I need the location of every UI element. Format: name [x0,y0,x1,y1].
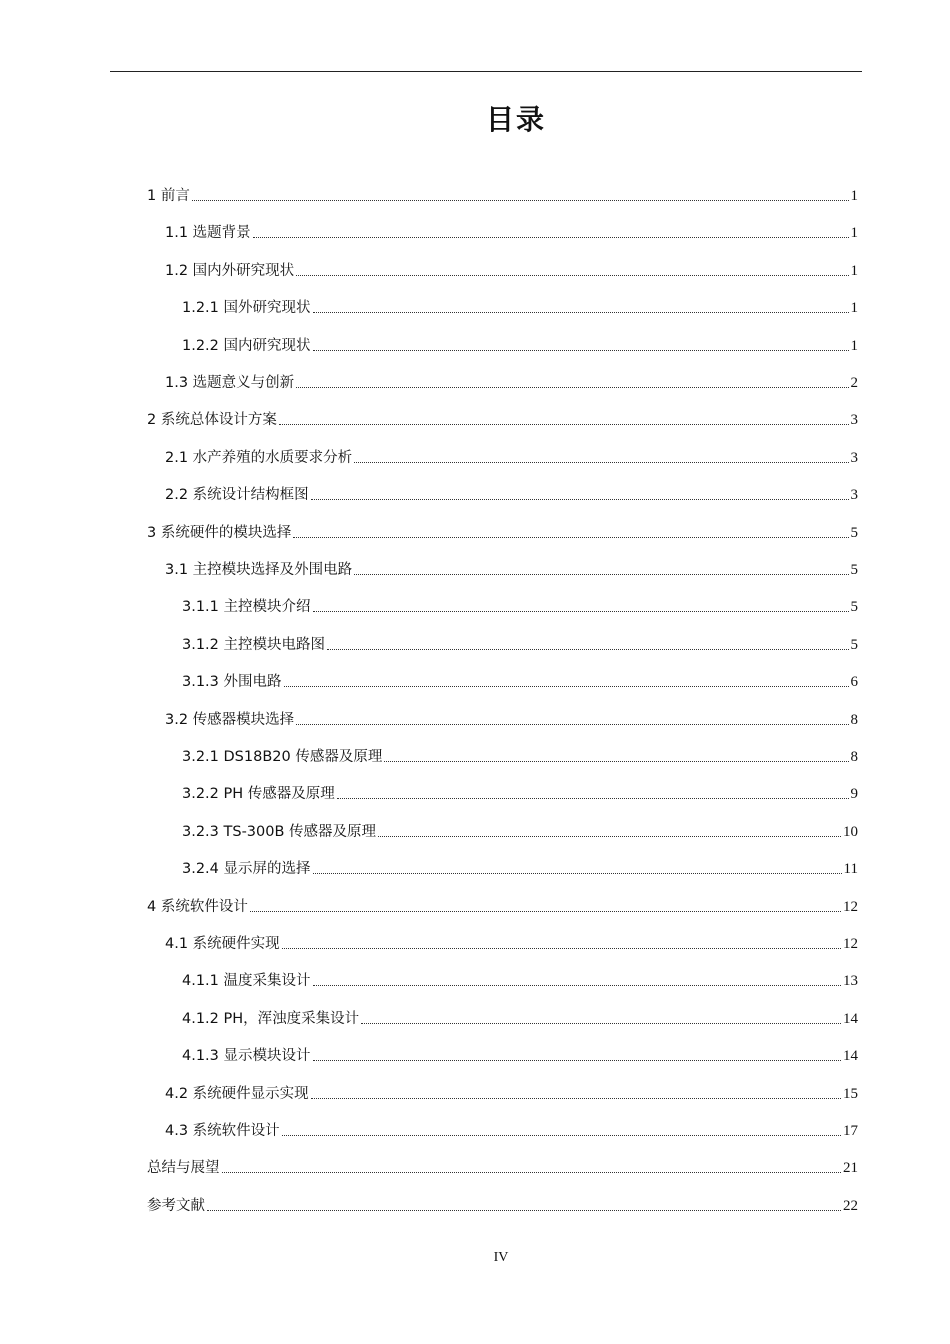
toc-entry-label: 3.2 传感器模块选择 [165,711,295,728]
toc-leader-dots [354,462,848,463]
toc-leader-dots [253,237,849,238]
toc-entry[interactable] [182,672,858,692]
toc-entry-page: 1 [850,225,858,242]
toc-entry-label: 1.2.1 国外研究现状 [182,300,311,317]
toc-leader-dots [327,649,848,650]
toc-entry-page: 12 [843,936,858,952]
toc-entry-label: 4.1 系统硬件实现 [165,936,280,952]
toc-leader-dots [296,275,848,276]
toc-leader-dots [311,1098,841,1099]
toc-entry-label: 总结与展望 [147,1160,220,1177]
toc-entry-label: 1.2 国内外研究现状 [165,262,295,279]
toc-entry[interactable] [147,897,858,917]
toc-entry-label: 4.3 系统软件设计 [165,1123,280,1139]
toc-entry-page: 5 [850,599,858,616]
toc-entry[interactable] [165,1084,858,1104]
toc-leader-dots [284,686,849,687]
toc-entry[interactable] [165,710,858,730]
toc-entry[interactable] [165,373,858,393]
toc-entry-page: 13 [843,973,858,990]
toc-leader-dots [222,1172,842,1173]
toc-entry-label: 1.3 选题意义与创新 [165,375,295,391]
toc-entry[interactable] [165,448,858,468]
toc-leader-dots [313,611,849,612]
toc-entry-page: 14 [843,1010,858,1027]
toc-entry[interactable] [182,747,858,767]
toc-leader-dots [296,724,848,725]
toc-entry[interactable] [165,934,858,954]
toc-entry[interactable] [182,597,858,617]
toc-entry[interactable] [182,859,858,879]
toc-leader-dots [384,761,848,762]
toc-entry-page: 8 [850,749,858,765]
toc-entry-label: 2 系统总体设计方案 [147,412,277,429]
toc-entry-page: 17 [843,1123,858,1139]
toc-entry[interactable] [165,560,858,580]
toc-entry[interactable] [165,485,858,505]
toc-leader-dots [282,948,841,949]
toc-entry-label: 1.1 选题背景 [165,225,251,242]
toc-entry-page: 5 [850,636,858,653]
toc-entry-page: 8 [850,711,858,728]
toc-entry-page: 3 [850,449,858,466]
toc-entry-label: 4 系统软件设计 [147,898,248,915]
toc-entry[interactable] [182,336,858,356]
toc-entry-page: 21 [843,1160,858,1177]
toc-entry-page: 1 [850,188,858,204]
toc-entry[interactable] [182,784,858,804]
toc-entry[interactable] [182,971,858,991]
toc-entry[interactable] [165,223,858,243]
toc-entry-page: 6 [850,674,858,691]
toc-entry-page: 5 [850,524,858,541]
header-rule [110,71,862,72]
toc-entry[interactable] [147,186,858,206]
toc-leader-dots [250,911,841,912]
toc-leader-dots [354,574,848,575]
toc-entry[interactable] [147,1196,858,1216]
toc-entry[interactable] [165,1121,858,1141]
toc-entry-page: 1 [850,262,858,279]
toc-entry-label: 3.2.4 显示屏的选择 [182,861,311,878]
toc-entry-page: 3 [850,412,858,429]
toc-leader-dots [378,836,841,837]
page-number-footer: IV [493,1250,509,1265]
toc-entry-label: 3.1.2 主控模块电路图 [182,636,326,653]
toc-leader-dots [293,537,848,538]
toc-entry-label: 3.1.3 外围电路 [182,674,282,691]
toc-entry-page: 5 [850,562,858,578]
toc-entry-label: 3.1 主控模块选择及外围电路 [165,562,353,578]
toc-entry-label: 1.2.2 国内研究现状 [182,337,311,354]
toc-entry[interactable] [147,1158,858,1178]
toc-entry-label: 3.2.3 TS-300B 传感器及原理 [182,823,377,840]
toc-entry[interactable] [182,1009,858,1029]
toc-entry-label: 3 系统硬件的模块选择 [147,524,292,541]
toc-entry-page: 10 [843,823,858,840]
toc-leader-dots [296,387,848,388]
toc-entry-page: 15 [843,1085,858,1102]
toc-entry[interactable] [147,523,858,543]
toc-entry[interactable] [147,410,858,430]
toc-entry-page: 1 [850,300,858,317]
toc-leader-dots [313,1060,841,1061]
toc-entry-label: 4.1.2 PH，浑浊度采集设计 [182,1010,360,1027]
toc-entry[interactable] [165,261,858,281]
toc-entry-page: 9 [850,786,858,803]
toc-leader-dots [279,424,849,425]
toc-entry-label: 4.1.1 温度采集设计 [182,973,311,990]
toc-leader-dots [313,985,841,986]
toc-entry-label: 4.1.3 显示模块设计 [182,1048,311,1065]
toc-entry[interactable] [182,1046,858,1066]
toc-leader-dots [192,200,849,201]
toc-entry-label: 2.2 系统设计结构框图 [165,487,309,504]
toc-leader-dots [337,798,849,799]
toc-entry-label: 参考文献 [147,1197,205,1214]
toc-entry-page: 22 [843,1197,858,1214]
toc-leader-dots [207,1210,841,1211]
toc-entry-label: 1 前言 [147,188,190,204]
toc-entry-page: 1 [850,337,858,354]
toc-entry-page: 2 [850,375,858,391]
toc-entry-page: 14 [843,1048,858,1065]
toc-leader-dots [311,499,849,500]
toc-entry[interactable] [182,822,858,842]
toc-leader-dots [313,873,842,874]
toc-leader-dots [282,1135,841,1136]
toc-leader-dots [313,350,849,351]
toc-entry-label: 3.2.2 PH 传感器及原理 [182,786,335,803]
toc-entry-label: 2.1 水产养殖的水质要求分析 [165,449,353,466]
toc-entry[interactable] [182,298,858,318]
toc-entry-page: 3 [850,487,858,504]
toc-entry-page: 11 [843,861,858,878]
page-title: 目录 [485,103,546,136]
toc-entry[interactable] [182,635,858,655]
toc-entry-label: 4.2 系统硬件显示实现 [165,1085,309,1102]
toc-entry-label: 3.1.1 主控模块介绍 [182,599,311,616]
toc-entry-page: 12 [843,898,858,915]
toc-entry-label: 3.2.1 DS18B20 传感器及原理 [182,749,383,765]
toc-leader-dots [361,1023,841,1024]
toc-leader-dots [313,312,849,313]
